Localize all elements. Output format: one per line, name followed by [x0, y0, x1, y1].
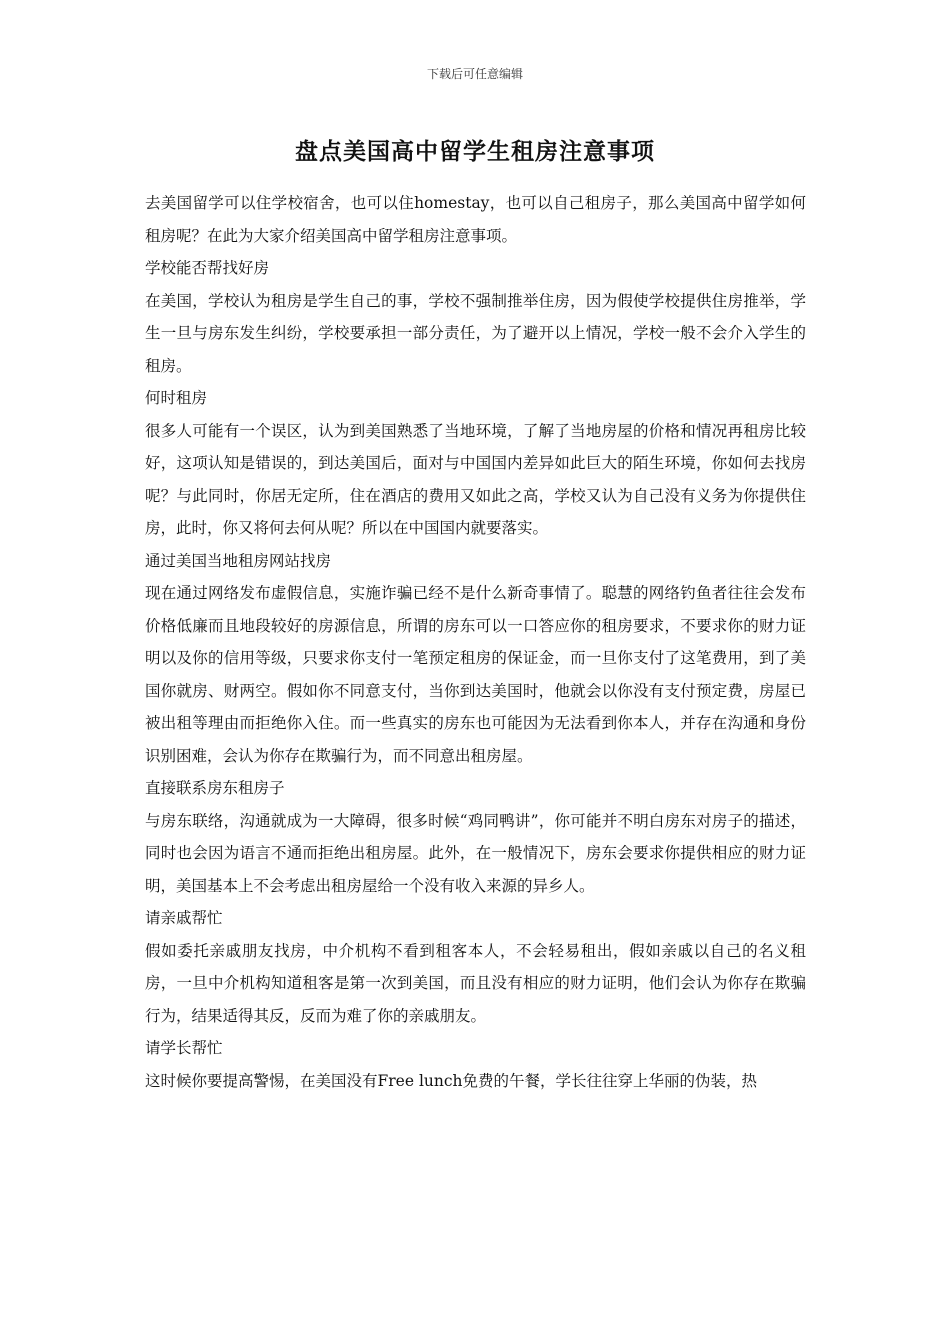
paragraph-when-to-rent: 很多人可能有一个误区，认为到美国熟悉了当地环境，了解了当地房屋的价格和情况再租房比较好，这项认知是错误的，到达美国后，面对与中国国内差异如此巨大的陌生环境，你如何去找房呢？与此同时，你居无定所，住在酒店的费用又如此之高，学校又认为自己没有义务为你提供住房，此时，你又将何去何从呢？所以在中国国内就要落实。 [145, 421, 806, 537]
section-heading-school-help: 学校能否帮找好房 [145, 259, 270, 277]
paragraph-relatives: 假如委托亲戚朋友找房，中介机构不看到租客本人，不会轻易租出，假如亲戚以自己的名义租房，一旦中介机构知道租客是第一次到美国，而且没有相应的财力证明，他们会认为你存在欺骗行为，结果适得其反，反而为难了你的亲戚朋友。 [145, 941, 806, 1025]
section-heading-relatives: 请亲戚帮忙 [145, 909, 223, 927]
document-body [145, 187, 806, 1097]
section-heading-when-to-rent: 何时租房 [145, 389, 208, 407]
document-title: 盘点美国高中留学生租房注意事项 [295, 138, 655, 165]
paragraph-intro: 去美国留学可以住学校宿舍，也可以住homestay，也可以自己租房子，那么美国高中留学如何租房呢？在此为大家介绍美国高中留学租房注意事项。 [145, 194, 806, 245]
paragraph-contact-landlord: 与房东联络，沟通就成为一大障碍，很多时候“鸡同鸭讲”，你可能并不明白房东对房子的描述，同时也会因为语言不通而拒绝出租房屋。此外，在一般情况下，房东会要求你提供相应的财力证明，美国基本上不会考虑出租房屋给一个没有收入来源的异乡人。 [145, 811, 806, 895]
paragraph-rental-websites: 现在通过网络发布虚假信息，实施诈骗已经不是什么新奇事情了。聪慧的网络钓鱼者往往会发布价格低廉而且地段较好的房源信息，所谓的房东可以一口答应你的租房要求，不要求你的财力证明以及你的信用等级，只要求你支付一笔预定租房的保证金，而一旦你支付了这笔费用，到了美国你就房、财两空。假如你不同意支付，当你到达美国时，他就会以你没有支付预定费，房屋已被出租等理由而拒绝你入住。而一些真实的房东也可能因为无法看到你本人，并存在沟通和身份识别困难，会认为你存在欺骗行为，而不同意出租房屋。 [145, 584, 806, 765]
paragraph-school-help: 在美国，学校认为租房是学生自己的事，学校不强制推举住房，因为假使学校提供住房推举，学生一旦与房东发生纠纷，学校要承担一部分责任，为了避开以上情况，学校一般不会介入学生的租房。 [145, 291, 806, 375]
section-heading-seniors: 请学长帮忙 [145, 1039, 223, 1057]
section-heading-contact-landlord: 直接联系房东租房子 [145, 779, 285, 797]
paragraph-seniors: 这时候你要提高警惕，在美国没有Free lunch免费的午餐，学长往往穿上华丽的伪装，热 [145, 1071, 758, 1090]
page-header: 下载后可任意编辑 [426, 67, 523, 81]
section-heading-rental-websites: 通过美国当地租房网站找房 [145, 551, 332, 570]
